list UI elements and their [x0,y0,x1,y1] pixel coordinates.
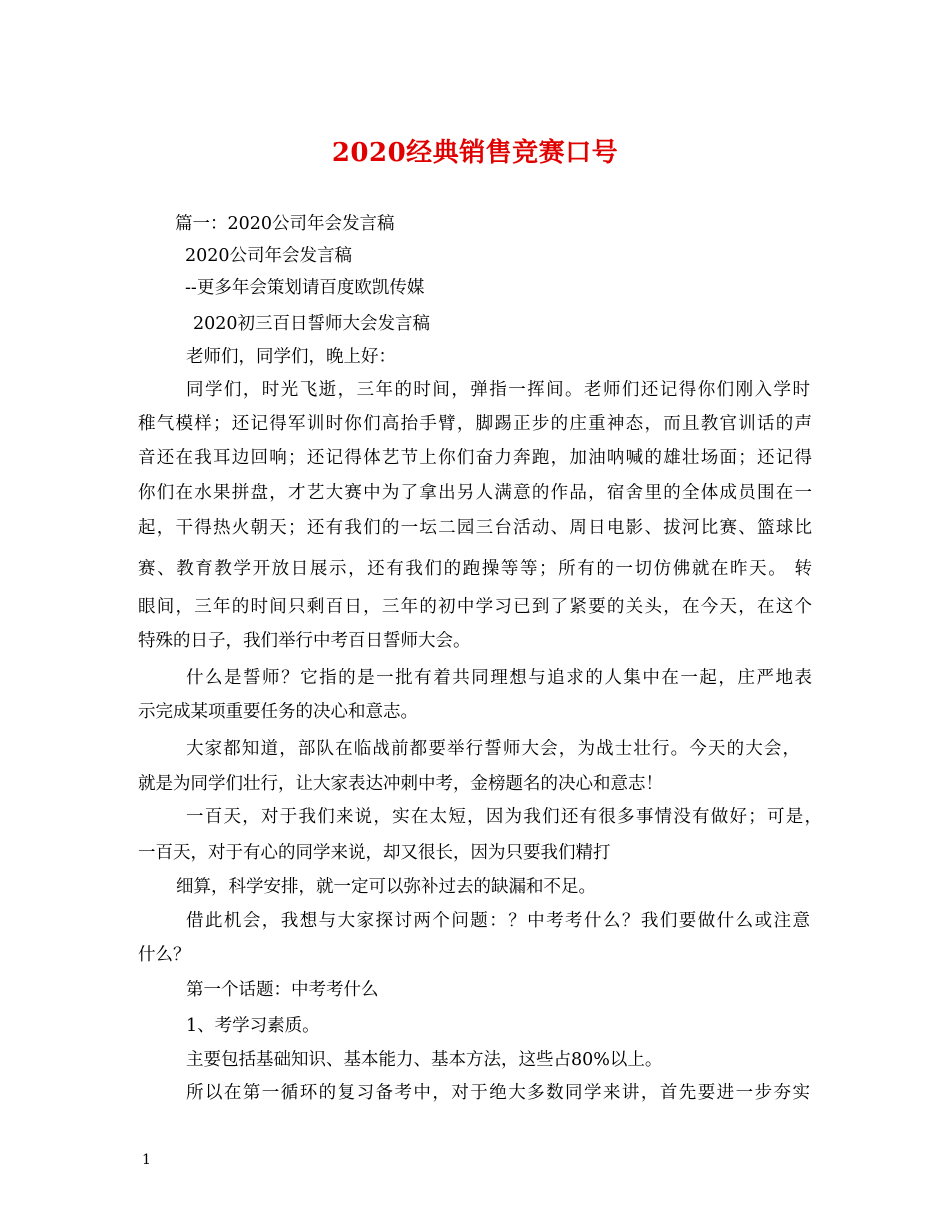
page-title: 2020经典销售竞赛口号 [331,138,619,168]
text-line: 音还在我耳边回响；还记得体艺节上你们奋力奔跑，加油呐喊的雄壮场面；还记得 [138,448,812,468]
text-line: 稚气模样；还记得军训时你们高抬手臂，脚踢正步的庄重神态，而且教官训话的声 [138,414,812,434]
text-line: 特殊的日子，我们举行中考百日誓师大会。 [138,631,471,651]
text-line: 2020初三百日誓师大会发言稿 [193,314,431,334]
text-line: 细算，科学安排，就一定可以弥补过去的缺漏和不足。 [176,877,596,897]
text-line: 篇一：2020公司年会发言稿 [175,214,395,234]
page-number: 1 [142,1152,151,1168]
text-line: 所以在第一循环的复习备考中，对于绝大多数同学来讲，首先要进一步夯实 [186,1083,810,1103]
text-line: 示完成某项重要任务的决心和意志。 [138,702,418,722]
text-line: 借此机会，我想与大家探讨两个问题：？中考考什么？我们要做什么或注意 [186,911,810,931]
text-line: 主要包括基础知识、基本能力、基本方法，这些占80%以上。 [186,1050,663,1070]
text-line: 什么？ [138,945,191,965]
text-line: 1、考学习素质。 [186,1016,320,1036]
text-line: 眼间，三年的时间只剩百日，三年的初中学习已到了紧要的关头，在今天，在这个 [138,597,812,617]
text-line: 同学们，时光飞逝，三年的时间，弹指一挥间。老师们还记得你们刚入学时 [186,380,810,400]
text-line: --更多年会策划请百度欧凯传媒 [185,278,425,298]
text-line: 大家都知道，部队在临战前都要举行誓师大会，为战士壮行。今天的大会， [186,739,800,759]
text-line: 就是为同学们壮行，让大家表达冲刺中考，金榜题名的决心和意志！ [138,774,663,794]
text-line: 赛、教育教学开放日展示，还有我们的跑操等等；所有的一切仿佛就在昨天。 转 [138,559,812,579]
text-line: 一百天，对于我们来说，实在太短，因为我们还有很多事情没有做好；可是， [186,807,822,827]
text-line: 第一个话题：中考考什么 [186,980,379,1000]
text-line: 2020公司年会发言稿 [185,246,353,266]
text-line: 起，干得热火朝天；还有我们的一坛二园三台活动、周日电影、拔河比赛、篮球比 [138,518,812,538]
text-line: 老师们，同学们，晚上好： [186,347,396,367]
text-line: 一百天，对于有心的同学来说，却又很长，因为只要我们精打 [138,843,611,863]
text-line: 什么是誓师？它指的是一批有着共同理想与追求的人集中在一起，庄严地表 [186,668,812,688]
text-line: 你们在水果拼盘，才艺大赛中为了拿出另人满意的作品，宿舍里的全体成员围在一 [138,483,812,503]
